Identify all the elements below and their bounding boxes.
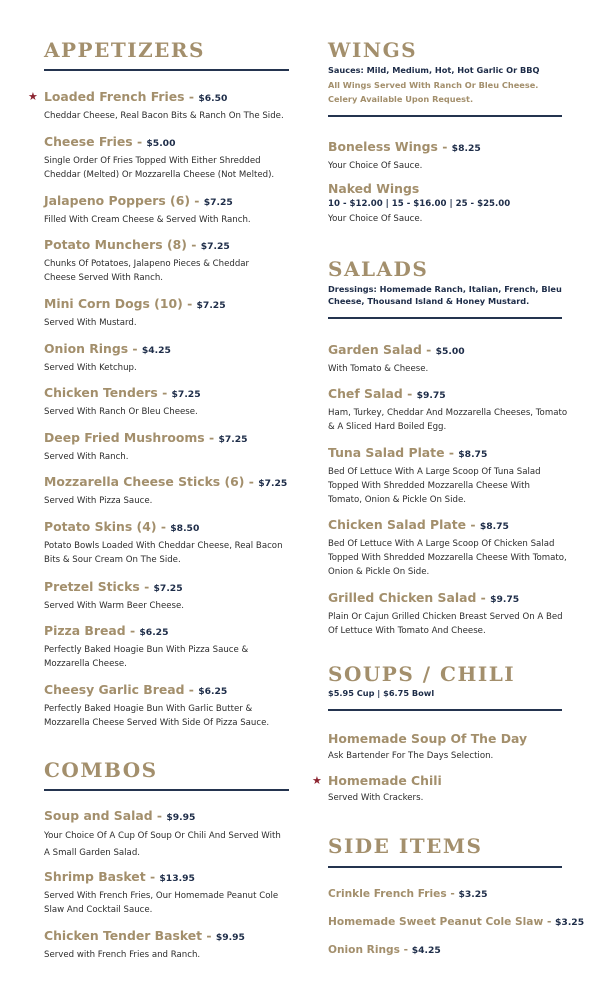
item-description: Chunks Of Potatoes, Jalapeno Pieces & Cheddar Cheese Served With Ranch. (44, 259, 250, 283)
item-description: Bed Of Lettuce With A Large Scoop Of Tuna Salad Topped With Shredded Mozzarella Cheese With Tomato, Onion & Pickle On Side. (328, 467, 541, 505)
item-price: $7.25 (200, 241, 230, 252)
menu-item: Tuna Salad Plate - $8.75 Bed Of Lettuce With A Large Scoop Of Tuna Salad Topped With Shredded Mozzarella Cheese With Tomato, Onion & Pickle On Side. (328, 445, 558, 507)
item-name: Cheese Fries (44, 134, 133, 149)
menu-item: Boneless Wings - $8.25 Your Choice Of Sauce. (328, 139, 568, 173)
item-price: $6.25 (139, 627, 169, 638)
item-description: Plain Or Cajun Grilled Chicken Breast Served On A Bed Of Lettuce With Tomato And Cheese. (328, 612, 563, 636)
item-price: $3.25 (555, 917, 585, 928)
item-name: Boneless Wings (328, 139, 438, 154)
salads-divider (328, 317, 562, 319)
wings-divider (328, 115, 562, 117)
item-price: $13.95 (159, 873, 195, 884)
item-price: $9.75 (416, 390, 446, 401)
wings-section (328, 38, 562, 117)
item-description: Served With Ranch Or Bleu Cheese. (44, 407, 198, 417)
item-price: $9.95 (166, 812, 196, 823)
item-description: Ask Bartender For The Days Selection. (328, 751, 494, 761)
item-description: Served With Mustard. (44, 318, 137, 328)
item-price: $4.25 (141, 345, 171, 356)
wings-note: All Wings Served With Ranch Or Bleu Cheese. (328, 80, 539, 90)
item-name: Homemade Chili (328, 773, 442, 788)
item-name: Homemade Sweet Peanut Cole Slaw (328, 916, 544, 928)
item-name: Cheesy Garlic Bread (44, 682, 185, 697)
item-prices: 10 - $12.00 | 15 - $16.00 | 25 - $25.00 (328, 199, 511, 209)
item-description: Perfectly Baked Hoagie Bun With Pizza Sauce & Mozzarella Cheese. (44, 645, 249, 669)
item-description: Your Choice Of Sauce. (328, 161, 423, 171)
salads-dressings: Dressings: Homemade Ranch, Italian, French, Bleu Cheese, Thousand Island & Honey Mustard. (328, 284, 562, 306)
sides-divider (328, 866, 562, 868)
item-description: Your Choice Of Sauce. (328, 214, 423, 224)
soups-title: SOUPS / CHILI (328, 662, 516, 686)
item-name: Pizza Bread (44, 623, 126, 638)
combos-title: COMBOS (44, 758, 158, 782)
item-name: Tuna Salad Plate (328, 445, 445, 460)
item-name: Grilled Chicken Salad (328, 590, 477, 605)
item-name: Chef Salad (328, 386, 403, 401)
combos-section (44, 758, 289, 791)
salads-section (328, 257, 562, 319)
item-price: $9.95 (215, 932, 245, 943)
item-description: Served With Pizza Sauce. (44, 496, 153, 506)
item-description: Your Choice Of A Cup Of Soup Or Chili And Served With A Small Garden Salad. (44, 831, 281, 858)
item-name: Chicken Salad Plate (328, 517, 467, 532)
menu-item: Deep Fried Mushrooms - $7.25 Served With Ranch. (44, 430, 294, 464)
item-description: Cheddar Cheese, Real Bacon Bits & Ranch On The Side. (44, 111, 284, 121)
menu-item (328, 181, 568, 226)
item-description: Filled With Cream Cheese & Served With Ranch. (44, 215, 251, 225)
item-description: Served With Warm Beer Cheese. (44, 601, 185, 611)
menu-item: Potato Munchers (8) - $7.25 Chunks Of Potatoes, Jalapeno Pieces & Cheddar Cheese Served With Ranch. (44, 237, 274, 285)
item-name: Loaded French Fries (44, 89, 185, 104)
combos-divider (44, 789, 289, 791)
item-name: Crinkle French Fries (328, 888, 447, 900)
item-name: Pretzel Sticks (44, 579, 140, 594)
item-price: $7.25 (196, 300, 226, 311)
wings-sauces: Sauces: Mild, Medium, Hot, Hot Garlic Or BBQ (328, 65, 540, 75)
menu-item: Cheesy Garlic Bread - $6.25 Perfectly Baked Hoagie Bun With Garlic Butter & Mozzarella Cheese Served With Side Of Pizza Sauce. (44, 682, 284, 730)
item-name: Chicken Tenders (44, 385, 158, 400)
item-name: Mini Corn Dogs (10) (44, 296, 183, 311)
item-name: Jalapeno Poppers (6) (44, 193, 190, 208)
menu-item (328, 731, 573, 763)
item-price: $8.50 (170, 523, 200, 534)
item-price: $4.25 (411, 945, 441, 956)
item-name: Onion Rings (44, 341, 129, 356)
item-name: Homemade Soup Of The Day (328, 731, 528, 746)
soups-prices: $5.95 Cup | $6.75 Bowl (328, 688, 435, 698)
item-price: $8.25 (451, 143, 481, 154)
star-icon: ★ (28, 90, 38, 103)
salads-title: SALADS (328, 257, 429, 281)
item-description: Served With French Fries, Our Homemade Peanut Cole Slaw And Cocktail Sauce. (44, 891, 279, 915)
appetizers-divider (44, 69, 289, 71)
menu-item: Grilled Chicken Salad - $9.75 Plain Or Cajun Grilled Chicken Breast Served On A Bed Of Lettuce With Tomato And Cheese. (328, 590, 573, 638)
sides-section (328, 834, 562, 868)
menu-item: Pretzel Sticks - $7.25 Served With Warm Beer Cheese. (44, 579, 294, 613)
item-price: $8.75 (479, 521, 509, 532)
item-price: $8.75 (458, 449, 488, 460)
menu-item: Mini Corn Dogs (10) - $7.25 Served With Mustard. (44, 296, 294, 330)
appetizers-title: APPETIZERS (44, 38, 205, 62)
menu-item: Cheese Fries - $5.00 Single Order Of Fries Topped With Either Shredded Cheddar (Melted) Or Mozzarella Cheese (Not Melted). (44, 134, 284, 182)
item-name: Soup and Salad (44, 808, 153, 823)
item-price: $5.00 (435, 346, 465, 357)
item-description: Potato Bowls Loaded With Cheddar Cheese, Real Bacon Bits & Sour Cream On The Side. (44, 541, 283, 565)
item-price: $7.25 (218, 434, 248, 445)
wings-note: Celery Available Upon Request. (328, 94, 474, 104)
item-price: $7.25 (171, 389, 201, 400)
menu-item: Onion Rings - $4.25 Served With Ketchup. (44, 341, 294, 375)
item-description: Served With Crackers. (328, 793, 424, 803)
menu-item: Garden Salad - $5.00 With Tomato & Cheese. (328, 342, 573, 376)
item-price: $7.25 (258, 478, 288, 489)
item-name: Onion Rings (328, 944, 400, 956)
menu-item: Potato Skins (4) - $8.50 Potato Bowls Loaded With Cheddar Cheese, Real Bacon Bits & Sour Cream On The Side. (44, 519, 289, 567)
sides-title: SIDE ITEMS (328, 834, 483, 858)
item-name: Shrimp Basket (44, 869, 146, 884)
soups-divider (328, 709, 562, 711)
item-name: Naked Wings (328, 181, 420, 196)
menu-item: Soup and Salad - $9.95 Your Choice Of A Cup Of Soup Or Chili And Served With A Small Garden Salad. (44, 808, 289, 862)
menu-item: Chicken Tenders - $7.25 Served With Ranch Or Bleu Cheese. (44, 385, 294, 419)
item-name: Potato Munchers (8) (44, 237, 187, 252)
menu-item: Chicken Salad Plate - $8.75 Bed Of Lettuce With A Large Scoop Of Chicken Salad Topped With Shredded Mozzarella Cheese With Tomato, Onion & Pickle On Side. (328, 517, 567, 577)
item-description: With Tomato & Cheese. (328, 364, 429, 374)
item-name: Garden Salad (328, 342, 422, 357)
item-name: Mozzarella Cheese Sticks (6) (44, 474, 245, 489)
item-price: $5.00 (146, 138, 176, 149)
menu-item (328, 773, 573, 805)
star-icon: ★ (312, 774, 322, 787)
item-name: Chicken Tender Basket (44, 928, 203, 943)
menu-item: Loaded French Fries - $6.50 Cheddar Cheese, Real Bacon Bits & Ranch On The Side. (44, 89, 294, 123)
appetizers-section (44, 38, 289, 71)
item-description: Served With Ranch. (44, 452, 129, 462)
item-name: Deep Fried Mushrooms (44, 430, 205, 445)
wings-title: WINGS (328, 38, 418, 62)
menu-item: Mozzarella Cheese Sticks (6) - $7.25 Served With Pizza Sauce. (44, 474, 294, 508)
soups-section (328, 662, 562, 711)
item-description: Bed Of Lettuce With A Large Scoop Of Chicken Salad Topped With Shredded Mozzarella Cheese With Tomato, Onion & Pickle On Side. (328, 539, 567, 577)
menu-item: Chef Salad - $9.75 Ham, Turkey, Cheddar And Mozzarella Cheeses, Tomato & A Sliced Hard Boiled Egg. (328, 386, 573, 434)
menu-item: Crinkle French Fries - $3.25 (328, 888, 488, 900)
menu-item: Shrimp Basket - $13.95 Served With French Fries, Our Homemade Peanut Cole Slaw And Cocktail Sauce. (44, 869, 289, 917)
item-description: Single Order Of Fries Topped With Either Shredded Cheddar (Melted) Or Mozzarella Cheese (Not Melted). (44, 156, 275, 180)
item-price: $3.25 (458, 889, 488, 900)
menu-item: Onion Rings - $4.25 (328, 944, 441, 956)
item-price: $6.50 (198, 93, 228, 104)
item-description: Perfectly Baked Hoagie Bun With Garlic Butter & Mozzarella Cheese Served With Side Of Pizza Sauce. (44, 704, 270, 728)
menu-item: Chicken Tender Basket - $9.95 Served with French Fries and Ranch. (44, 928, 294, 962)
item-price: $7.25 (153, 583, 183, 594)
item-price: $7.25 (203, 197, 233, 208)
item-description: Ham, Turkey, Cheddar And Mozzarella Cheeses, Tomato & A Sliced Hard Boiled Egg. (328, 408, 568, 432)
item-price: $6.25 (198, 686, 228, 697)
item-description: Served with French Fries and Ranch. (44, 950, 201, 960)
menu-item: Pizza Bread - $6.25 Perfectly Baked Hoagie Bun With Pizza Sauce & Mozzarella Cheese. (44, 623, 269, 671)
item-description: Served With Ketchup. (44, 363, 137, 373)
menu-item: Homemade Sweet Peanut Cole Slaw - $3.25 (328, 916, 585, 928)
menu-item: Jalapeno Poppers (6) - $7.25 Filled With Cream Cheese & Served With Ranch. (44, 193, 294, 227)
item-name: Potato Skins (4) (44, 519, 157, 534)
item-price: $9.75 (490, 594, 520, 605)
